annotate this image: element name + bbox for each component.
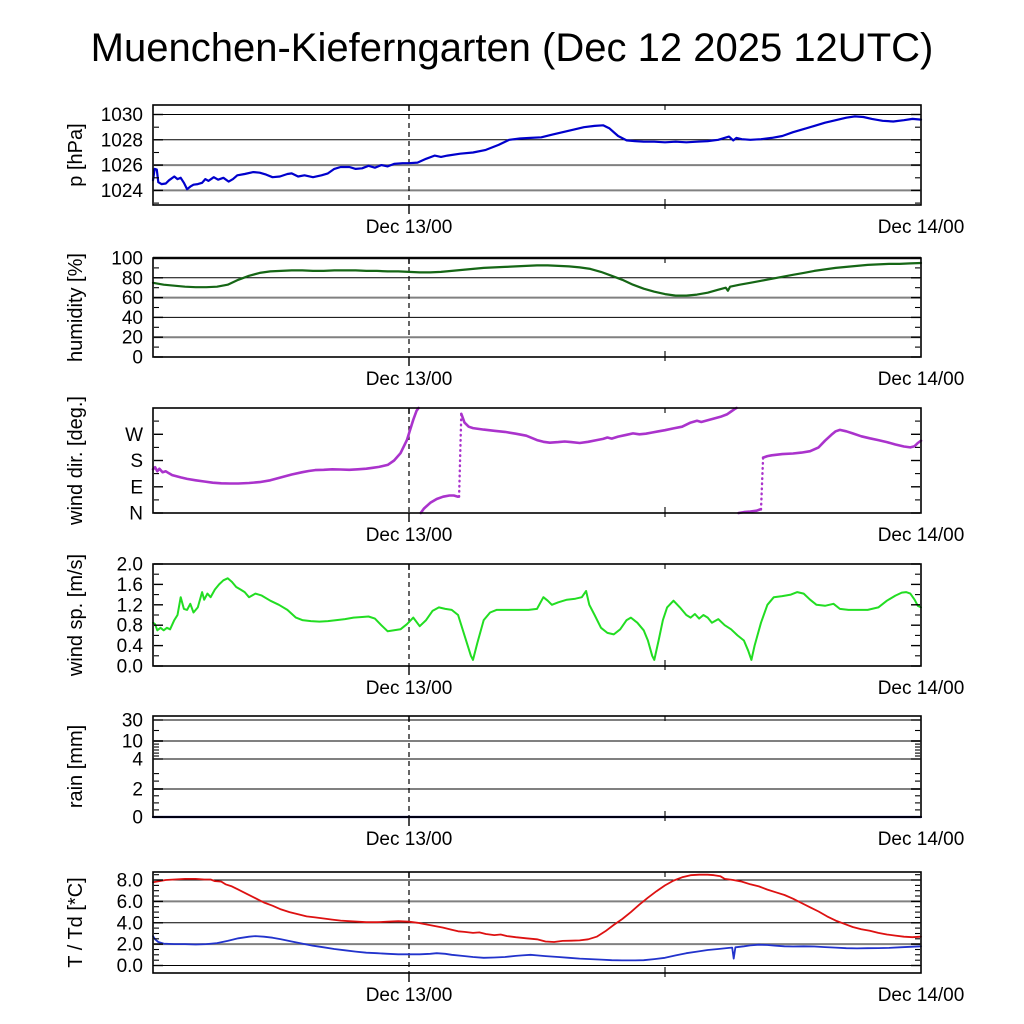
y-tick-label: 0.4 [116, 636, 143, 658]
series-wind-dir-seg5 [763, 430, 921, 458]
x-tick-label: Dec 13/00 [365, 217, 453, 238]
y-axis-title: p [hPa] [65, 123, 87, 187]
y-axis-title: humidity [%] [65, 253, 87, 362]
panel-pressure [65, 105, 964, 238]
panel-temperature [65, 871, 964, 1007]
y-tick-label: 60 [121, 288, 143, 310]
y-axis-title: wind sp. [m/s] [65, 553, 87, 677]
y-tick-label: 2.0 [116, 554, 143, 576]
x-tick-label: Dec 13/00 [365, 525, 453, 546]
x-tick-label: Dec 14/00 [877, 678, 965, 699]
series-wind-dir-seg1 [153, 408, 419, 484]
panel-border [153, 408, 921, 513]
y-tick-label: 1.6 [116, 574, 143, 596]
x-tick-label: Dec 13/00 [365, 829, 453, 850]
series-temperature [153, 875, 921, 942]
y-tick-label: 20 [121, 327, 143, 349]
x-tick-label: Dec 14/00 [877, 829, 965, 850]
panel-wind-speed [65, 554, 964, 699]
series-wind-speed [153, 578, 921, 660]
series-wind-dir-jump2 [761, 458, 763, 510]
y-axis-title: wind dir. [deg.] [65, 396, 87, 525]
y-tick-label: 30 [121, 710, 143, 732]
y-tick-label: 4 [132, 749, 143, 771]
y-tick-label: 1024 [100, 180, 143, 202]
series-wind-dir-jump1 [459, 414, 461, 497]
panel-border [153, 716, 921, 817]
y-tick-label: N [129, 503, 143, 525]
series-humidity [153, 263, 921, 296]
panel-humidity [65, 249, 964, 391]
y-tick-label: 10 [121, 731, 143, 753]
y-tick-label: 0.0 [116, 656, 143, 678]
series-pressure [153, 116, 921, 189]
x-tick-label: Dec 14/00 [877, 525, 965, 546]
chart-title: Muenchen-Kieferngarten (Dec 12 2025 12UTC) [90, 26, 934, 70]
y-axis-title: T / Td [*C] [65, 877, 87, 968]
y-tick-label: S [130, 451, 143, 472]
y-tick-label: 0.0 [116, 956, 143, 977]
series-wind-dir-seg3 [461, 408, 736, 443]
y-tick-label: 0 [132, 347, 143, 369]
y-tick-label: 1.2 [116, 595, 143, 617]
x-tick-label: Dec 14/00 [877, 217, 965, 238]
series-wind-dir-seg2 [421, 496, 458, 514]
y-tick-label: 80 [121, 268, 143, 290]
y-tick-label: 0 [132, 807, 143, 829]
x-tick-label: Dec 14/00 [877, 369, 965, 390]
x-tick-label: Dec 13/00 [365, 678, 453, 699]
y-axis-title: rain [mm] [65, 724, 87, 809]
y-tick-label: 100 [111, 248, 143, 270]
y-tick-label: 1028 [100, 130, 143, 152]
panel-border [153, 564, 921, 666]
panel-rain [65, 711, 964, 851]
y-tick-label: 6.0 [116, 891, 143, 913]
y-tick-label: E [130, 477, 143, 499]
y-tick-label: 4.0 [116, 913, 143, 935]
x-tick-label: Dec 13/00 [365, 985, 453, 1006]
y-tick-label: 2.0 [116, 934, 143, 956]
y-tick-label: 0.8 [116, 615, 143, 637]
x-tick-label: Dec 14/00 [877, 985, 965, 1006]
y-tick-label: W [125, 424, 143, 446]
y-tick-label: 2 [132, 779, 143, 801]
y-tick-label: 40 [121, 307, 143, 329]
x-tick-label: Dec 13/00 [365, 369, 453, 390]
y-tick-label: 1026 [100, 155, 143, 177]
y-tick-label: 1030 [100, 105, 143, 126]
y-tick-label: 8.0 [116, 870, 143, 892]
panel-wind-direction [65, 396, 964, 546]
